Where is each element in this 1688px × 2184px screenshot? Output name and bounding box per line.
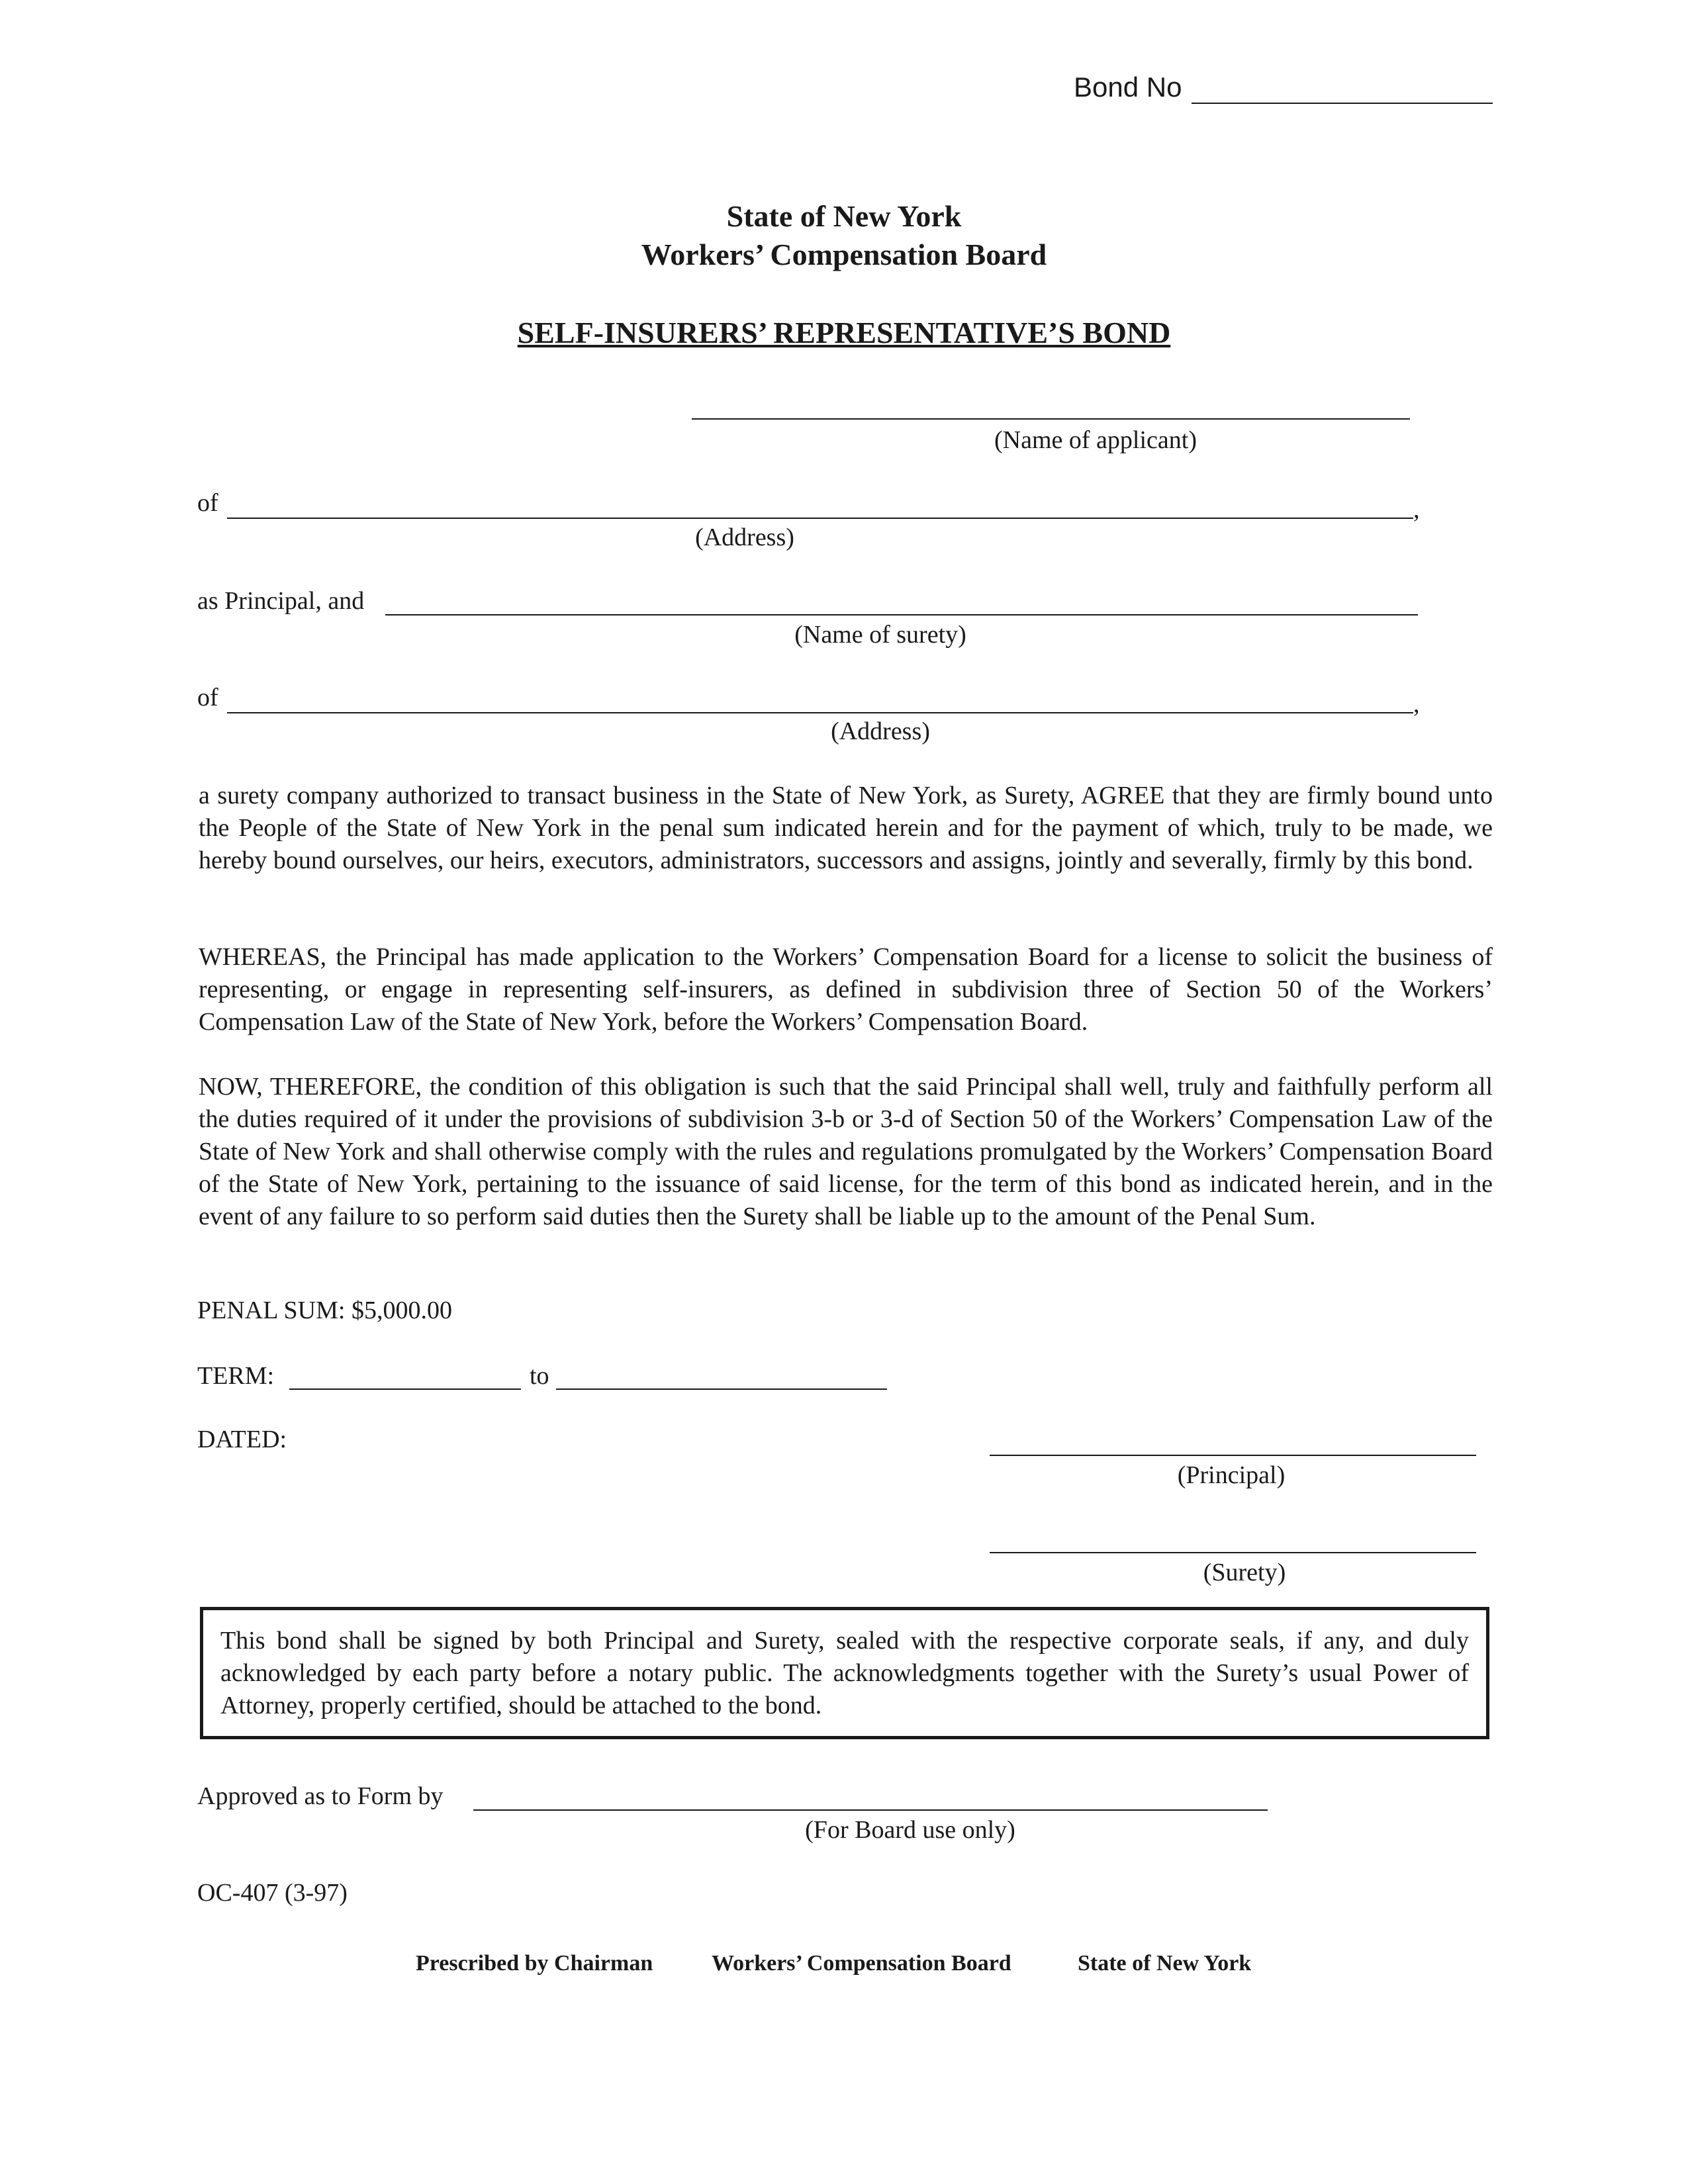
agreement-paragraph: a surety company authorized to transact business in the State of New York, as Surety, AGREE that they are firmly bound unto the People of the State of New York in the penal sum indicated herein and for the payment of which, truly to be made, we hereby bound ourselves, our heirs, executors, administrators, successors and assigns, jointly and severally, firmly by this bond.: [199, 782, 1493, 874]
approval-field[interactable]: [473, 1809, 1268, 1811]
whereas-paragraph: WHEREAS, the Principal has made application to the Workers’ Compensation Board for a license to solicit the business of representing, or engage in representing self-insurers, as defined in subdivision three of Section 50 of the Workers’ Compensation Law of the State of New York, before the Workers’ Compensation Board.: [199, 943, 1493, 1036]
of-label-2: of: [197, 684, 218, 711]
principal-label: as Principal, and: [197, 587, 365, 615]
applicant-address-caption: (Address): [695, 523, 794, 551]
footer-prescribed: Prescribed by Chairman: [416, 1951, 653, 1976]
penal-sum-label: PENAL SUM:: [197, 1297, 346, 1324]
surety-address-field[interactable]: [227, 712, 1413, 713]
applicant-caption: (Name of applicant): [994, 426, 1197, 454]
surety-signature-field[interactable]: [990, 1552, 1476, 1553]
surety-signature-caption: (Surety): [1203, 1559, 1286, 1586]
comma-1: ,: [1413, 496, 1420, 523]
term-label: TERM:: [197, 1362, 275, 1390]
term-start-field[interactable]: [289, 1388, 521, 1390]
board-heading: Workers’ Compensation Board: [641, 238, 1047, 271]
principal-caption: (Principal): [1177, 1461, 1286, 1489]
principal-signature-field[interactable]: [990, 1455, 1476, 1456]
surety-address-caption: (Address): [831, 717, 930, 745]
footer-state: State of New York: [1078, 1951, 1252, 1976]
approval-label: Approved as to Form by: [197, 1782, 444, 1810]
term-to-label: to: [530, 1362, 549, 1390]
bond-no-field[interactable]: [1192, 103, 1493, 104]
form-title: SELF-INSURERS’ REPRESENTATIVE’S BOND: [517, 316, 1171, 349]
applicant-address-field[interactable]: [227, 518, 1413, 519]
state-heading: State of New York: [726, 199, 962, 233]
of-label-1: of: [197, 489, 218, 517]
bond-no-label: Bond No: [1074, 71, 1182, 103]
applicant-name-field[interactable]: [692, 418, 1410, 420]
footer-board: Workers’ Compensation Board: [712, 1951, 1011, 1976]
condition-paragraph: NOW, THEREFORE, the condition of this obligation is such that the said Principal shall well, truly and faithfully perform all the duties required of it under the provisions of subdivision 3-b or 3-d of Section 50 of the Workers’ Compensation Law of the State of New York and shall otherwise comply with the rules and regulations promulgated by the Workers’ Compensation Board of the State of New York, pertaining to the issuance of said license, for the term of this bond as indicated herein, and in the event of any failure to so perform said duties then the Surety shall be liable up to the amount of the Penal Sum.: [199, 1073, 1493, 1230]
penal-sum: [197, 1296, 452, 1325]
surety-name-field[interactable]: [385, 614, 1418, 615]
comma-2: ,: [1413, 690, 1420, 718]
surety-caption: (Name of surety): [794, 621, 966, 649]
dated-label: DATED:: [197, 1426, 287, 1453]
form-number: OC-407 (3-97): [197, 1879, 348, 1907]
penal-sum-value: $5,000.00: [351, 1297, 452, 1324]
approval-caption: (For Board use only): [805, 1816, 1015, 1844]
signing-notice-box: This bond shall be signed by both Principal and Surety, sealed with the respective corporate seals, if any, and duly acknowledged by each party before a notary public. The acknowledgments together with the Surety’s usual Power of Attorney, properly certified, should be attached to the bond.: [200, 1607, 1489, 1739]
term-end-field[interactable]: [556, 1388, 887, 1390]
